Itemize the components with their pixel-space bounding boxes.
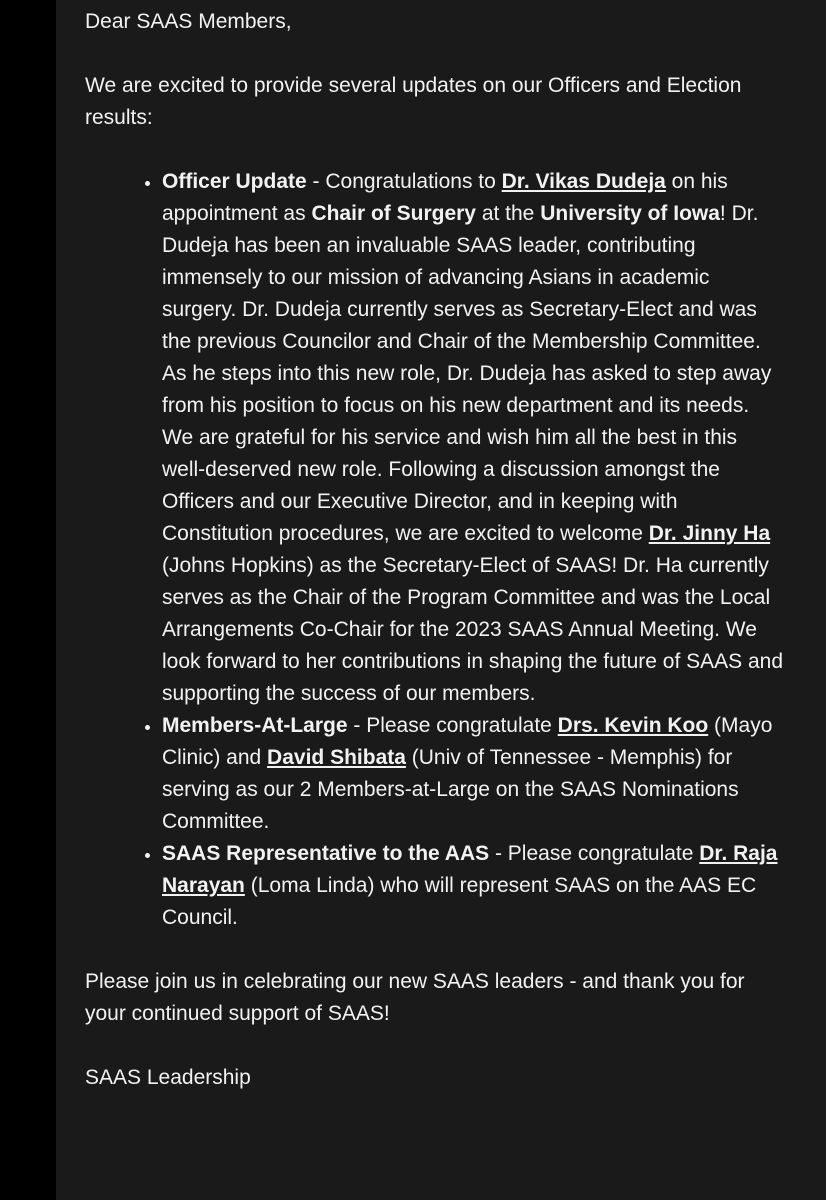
- closing-paragraph: Please join us in celebrating our new SAAS leaders - and thank you for your continued support of SAAS!: [85, 970, 745, 1025]
- update-text: (Mayo Clinic) and: [162, 714, 773, 769]
- update-text: - Please congratulate: [489, 842, 700, 865]
- role-chair-of-surgery: Chair of Surgery: [311, 202, 476, 225]
- update-text: (Johns Hopkins) as the Secretary-Elect of SAAS! Dr. Ha currently serves as the Chair of the Program Committee and was the Local Arrangements Co-Chair for the 2023 SAAS Annual Meeting. We look forward to her contributions in shaping the future of SAAS and supporting the success of our members.: [162, 554, 784, 705]
- link-raja-narayan[interactable]: Dr. Raja Narayan: [162, 842, 778, 897]
- update-heading: Officer Update: [162, 170, 307, 193]
- update-text: - Please congratulate: [347, 714, 558, 737]
- update-text: (Univ of Tennessee - Memphis) for serving as our 2 Members-at-Large on the SAAS Nominations Committee.: [162, 746, 739, 833]
- institution-university-of-iowa: University of Iowa: [540, 202, 720, 225]
- email-body: [85, 0, 785, 1094]
- update-text: on his appointment as: [162, 170, 728, 225]
- list-item-officer-update: [162, 166, 785, 710]
- update-heading: SAAS Representative to the AAS: [162, 842, 490, 865]
- link-david-shibata[interactable]: David Shibata: [267, 746, 406, 769]
- list-item-members-at-large: [162, 710, 785, 838]
- update-text: ! Dr. Dudeja has been an invaluable SAAS leader, contributing immensely to our mission of advancing Asians in academic surgery. Dr. Dudeja currently serves as Secretary-Elect and was the previous Councilor and Chair of the Membership Committee. As he steps into this new role, Dr. Dudeja has asked to step away from his position to focus on his new department and its needs. We are grateful for his service and wish him all the best in this well-deserved new role. Following a discussion amongst the Officers and our Executive Director, and in keeping with Constitution procedures, we are excited to welcome: [162, 202, 772, 545]
- link-jinny-ha[interactable]: Dr. Jinny Ha: [648, 522, 771, 545]
- update-text: (Loma Linda) who will represent SAAS on the AAS EC Council.: [162, 874, 757, 929]
- greeting: Dear SAAS Members,: [85, 10, 292, 33]
- signature: SAAS Leadership: [85, 1066, 251, 1089]
- link-kevin-koo[interactable]: Drs. Kevin Koo: [557, 714, 709, 737]
- intro-paragraph: We are excited to provide several updates on our Officers and Election results:: [85, 74, 742, 129]
- update-text: at the: [475, 202, 541, 225]
- link-vikas-dudeja[interactable]: Dr. Vikas Dudeja: [501, 170, 666, 193]
- updates-list: [85, 166, 785, 934]
- update-heading: Members-At-Large: [162, 714, 348, 737]
- list-item-saas-representative: [162, 838, 785, 934]
- update-text: - Congratulations to: [306, 170, 502, 193]
